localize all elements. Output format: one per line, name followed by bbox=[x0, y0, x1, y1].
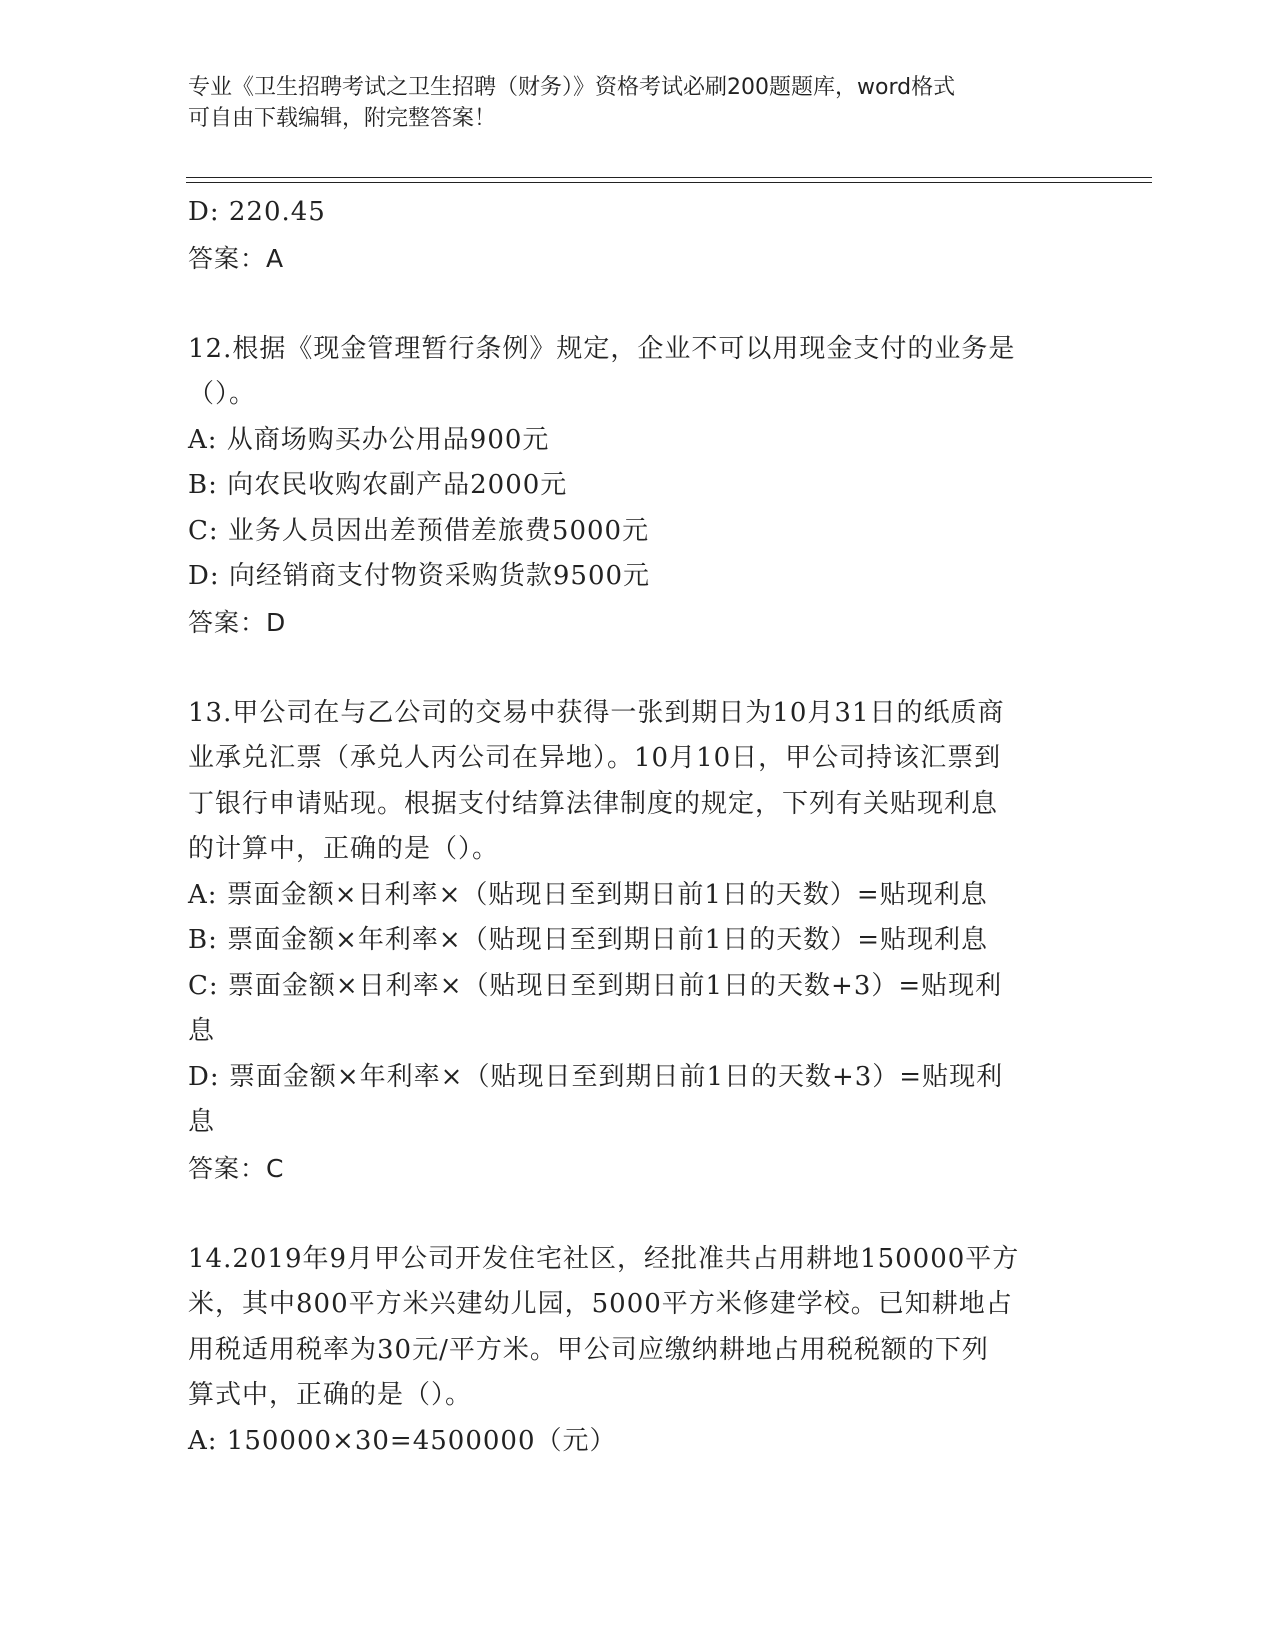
q14-stem-line-4: 算式中，正确的是（）。 bbox=[188, 1380, 473, 1410]
q13-option-c-line-1: C: 票面金额×日利率×（贴现日至到期日前1日的天数+3）=贴现利 bbox=[188, 970, 1003, 1001]
header-divider-bottom bbox=[186, 182, 1152, 183]
document-body bbox=[188, 190, 1088, 1464]
q13-option-d-line-1: D: 票面金额×年利率×（贴现日至到期日前1日的天数+3）=贴现利 bbox=[188, 1061, 1004, 1092]
q12-option-c: C: 业务人员因出差预借差旅费5000元 bbox=[188, 515, 650, 546]
spacer bbox=[188, 1191, 1088, 1237]
header-divider-top bbox=[186, 177, 1152, 178]
q13-option-c-line-2: 息 bbox=[188, 1016, 216, 1046]
q13-stem-line-1: 13.甲公司在与乙公司的交易中获得一张到期日为10月31日的纸质商 bbox=[188, 697, 1005, 728]
q14-stem-line-1: 14.2019年9月甲公司开发住宅社区，经批准共占用耕地150000平方 bbox=[188, 1243, 1020, 1274]
question-11 bbox=[188, 190, 1088, 281]
q13-answer: 答案：C bbox=[188, 1153, 285, 1183]
question-12 bbox=[188, 327, 1088, 646]
q12-option-b: B: 向农民收购农副产品2000元 bbox=[188, 470, 568, 500]
q13-stem-line-2: 业承兑汇票（承兑人丙公司在异地）。10月10日，甲公司持该汇票到 bbox=[188, 743, 1002, 773]
q14-stem-line-2: 米，其中800平方米兴建幼儿园，5000平方米修建学校。已知耕地占 bbox=[188, 1289, 1013, 1319]
q12-option-d: D: 向经销商支付物资采购货款9500元 bbox=[188, 561, 651, 591]
q13-stem-line-3: 丁银行申请贴现。根据支付结算法律制度的规定，下列有关贴现利息 bbox=[188, 788, 999, 819]
q13-option-b: B: 票面金额×年利率×（贴现日至到期日前1日的天数）=贴现利息 bbox=[188, 925, 989, 955]
q13-stem-line-4: 的计算中，正确的是（）。 bbox=[188, 834, 500, 864]
header-title-line-2: 可自由下载编辑，附完整答案！ bbox=[188, 106, 497, 131]
q14-option-a: A: 150000×30=4500000（元） bbox=[188, 1425, 617, 1456]
q14-stem-line-3: 用税适用税率为30元/平方米。甲公司应缴纳耕地占用税税额的下列 bbox=[188, 1334, 989, 1365]
q11-option-d: D: 220.45 bbox=[188, 197, 326, 227]
q13-option-d-line-2: 息 bbox=[188, 1107, 216, 1137]
q13-option-a: A: 票面金额×日利率×（贴现日至到期日前1日的天数）=贴现利息 bbox=[188, 879, 988, 910]
q12-stem-line-1: 12.根据《现金管理暂行条例》规定，企业不可以用现金支付的业务是 bbox=[188, 333, 1016, 364]
page-header bbox=[188, 72, 1068, 134]
q11-answer: 答案：A bbox=[188, 243, 285, 273]
question-13 bbox=[188, 691, 1088, 1192]
question-14 bbox=[188, 1237, 1088, 1465]
header-title-line-1: 专业《卫生招聘考试之卫生招聘（财务）》资格考试必刷200题题库，word格式 bbox=[188, 75, 956, 100]
q12-stem-line-2: （）。 bbox=[188, 379, 257, 409]
spacer bbox=[188, 281, 1088, 327]
q12-answer: 答案：D bbox=[188, 607, 287, 637]
spacer bbox=[188, 645, 1088, 691]
q12-option-a: A: 从商场购买办公用品900元 bbox=[188, 424, 550, 455]
